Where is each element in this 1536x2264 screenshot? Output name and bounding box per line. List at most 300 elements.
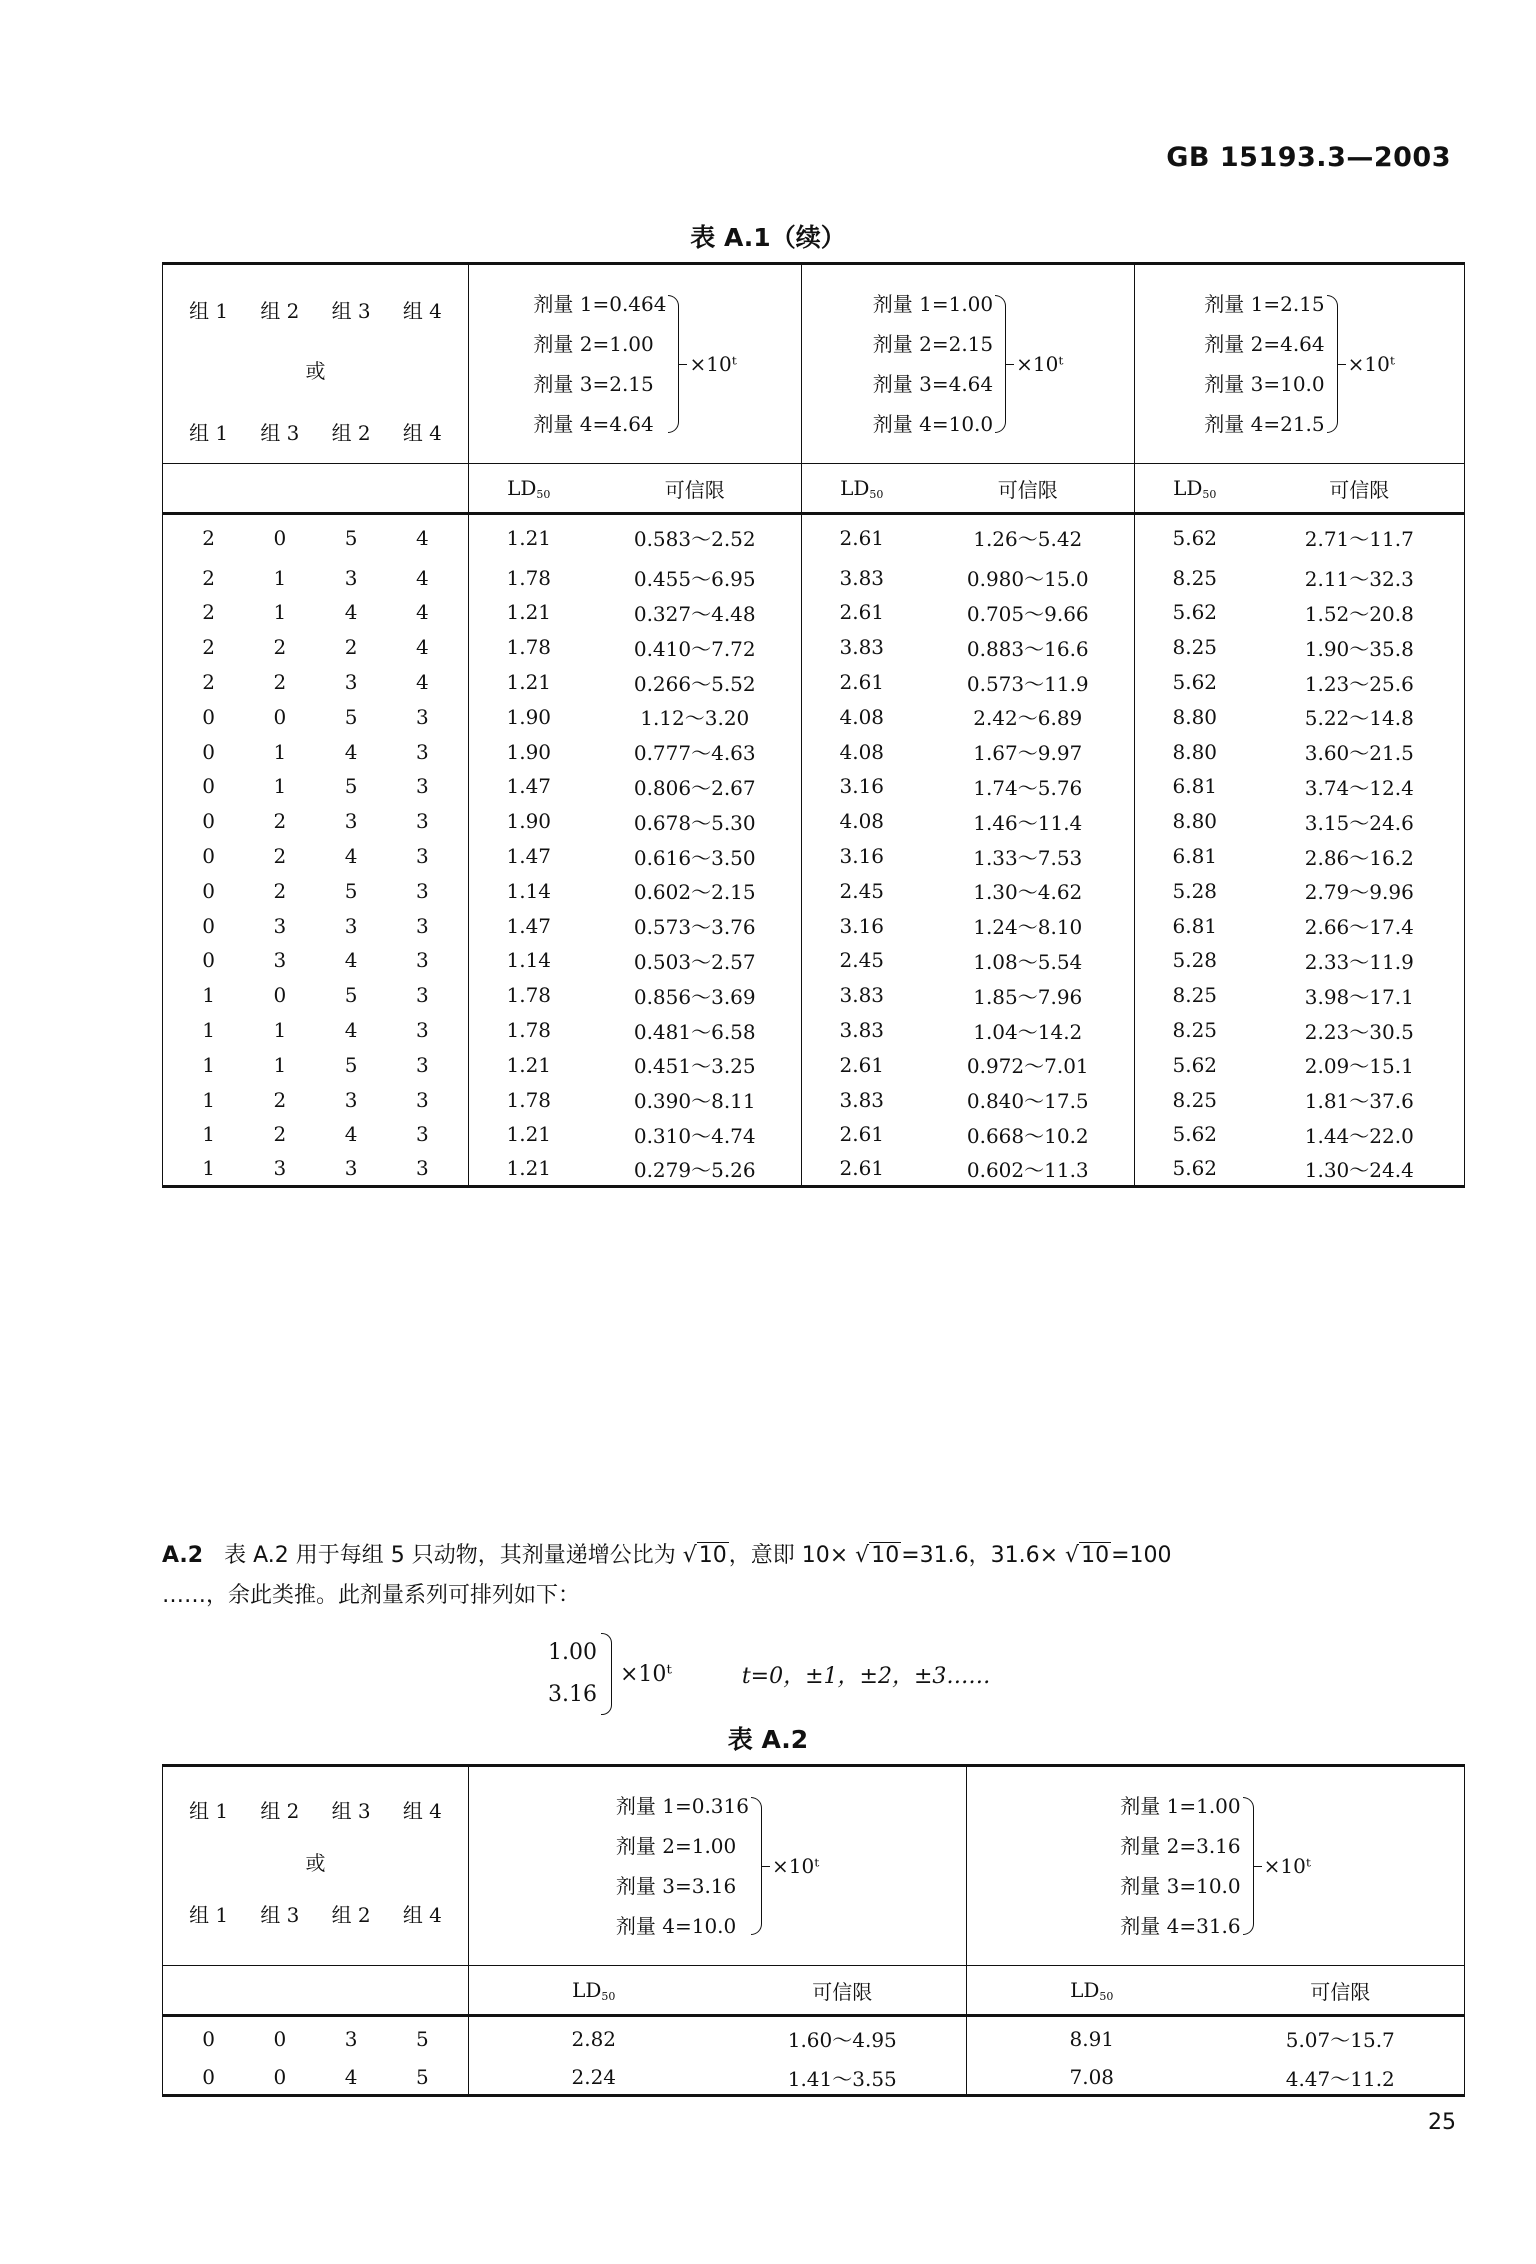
brace	[601, 1633, 612, 1715]
group-label: 组 2	[260, 1799, 300, 1823]
ld50-value: 2.82	[469, 2016, 719, 2061]
group-count: 3	[416, 809, 429, 834]
group-count: 1	[202, 1087, 215, 1112]
ld50-value: 8.25	[1135, 560, 1255, 595]
group-count: 0	[202, 704, 215, 729]
dose-label: 剂量 4=10.0	[872, 412, 994, 436]
group-count: 3	[344, 1156, 358, 1181]
group-counts-cell	[163, 769, 469, 804]
confidence-limit-value: 2.71～11.7	[1304, 527, 1414, 552]
group-count: 4	[416, 635, 429, 660]
dose-label: 剂量 1=1.00	[872, 292, 994, 316]
table-row	[163, 514, 1465, 561]
group-counts-cell	[163, 699, 469, 734]
confidence-limit-value: 0.668～10.2	[966, 1123, 1089, 1148]
table-row	[163, 1117, 1465, 1152]
group-header-cell	[163, 1766, 469, 1966]
group-count: 3	[344, 565, 358, 590]
brace	[751, 1797, 762, 1935]
ld50-value: 5.62	[1135, 665, 1255, 700]
group-count: 5	[344, 878, 358, 903]
group-count: 3	[273, 948, 287, 973]
group-counts-cell	[163, 1082, 469, 1117]
ld50-value: 1.78	[469, 978, 589, 1013]
dose-series	[548, 1632, 990, 1716]
section-label: A.2	[162, 1543, 204, 1568]
ld50-value: 5.62	[1135, 1152, 1255, 1187]
group-count: 0	[202, 2065, 215, 2090]
ld50-value: 7.08	[967, 2061, 1217, 2096]
group-count: 3	[416, 1018, 429, 1043]
confidence-limit-value: 0.980～15.0	[966, 567, 1089, 592]
ld50-value: 2.24	[469, 2061, 719, 2096]
table-row	[163, 2061, 1465, 2096]
ld50-value: 1.21	[469, 1047, 589, 1082]
ld50-value: 2.61	[802, 665, 922, 700]
group-counts-cell	[163, 630, 469, 665]
table-row	[163, 560, 1465, 595]
ld50-value: 1.47	[469, 839, 589, 874]
ld50-value: 5.62	[1135, 1117, 1255, 1152]
confidence-limit-value: 1.67～9.97	[973, 741, 1083, 766]
dose-label: 剂量 2=1.00	[533, 332, 654, 356]
ld50-value: 1.78	[469, 630, 589, 665]
group-count: 2	[202, 600, 215, 625]
group-count: 3	[416, 1087, 429, 1112]
group-count: 1	[273, 1018, 287, 1043]
confidence-limit-value: 0.279～5.26	[633, 1157, 756, 1182]
ld50-value: 1.78	[469, 1082, 589, 1117]
confidence-limit-value: 0.616～3.50	[633, 845, 756, 870]
group-count: 4	[416, 565, 429, 590]
group-counts-cell	[163, 943, 469, 978]
group-count: 3	[344, 2026, 358, 2051]
confidence-limit-value: 2.86～16.2	[1304, 845, 1414, 870]
group-count: 5	[344, 774, 358, 799]
table-a2-title: 表 A.2	[727, 1725, 809, 1754]
table-a1-body	[163, 514, 1465, 1187]
confidence-limit-value: 0.856～3.69	[633, 984, 756, 1009]
group-count: 5	[416, 2065, 429, 2090]
confidence-limit-value: 1.08～5.54	[973, 949, 1083, 974]
group-counts-cell	[163, 665, 469, 700]
dose-set-header	[802, 264, 1135, 464]
confidence-limit-value: 1.74～5.76	[973, 775, 1083, 800]
group-label: 组 4	[402, 421, 442, 445]
ld50-value: 3.83	[802, 978, 922, 1013]
confidence-limit-value: 0.972～7.01	[966, 1054, 1089, 1079]
confidence-limit-value: 1.30～4.62	[973, 880, 1083, 905]
group-count: 0	[273, 2065, 287, 2090]
group-count: 0	[202, 913, 215, 938]
dose-label: 剂量 3=2.15	[533, 372, 654, 396]
group-counts-cell	[163, 2061, 469, 2096]
dose-label: 剂量 2=1.00	[615, 1834, 737, 1858]
table-row	[163, 1152, 1465, 1187]
ld50-header: $LD_{50}$	[469, 1966, 719, 2016]
t-range: t=0，±1，±2，±3……	[741, 1663, 991, 1689]
group-count: 0	[202, 2026, 215, 2051]
limit-header: 可信限	[1255, 464, 1465, 514]
confidence-limit-value: 2.66～17.4	[1304, 915, 1414, 940]
confidence-limit-value: 1.81～37.6	[1304, 1089, 1414, 1114]
confidence-limit-value: 0.777～4.63	[633, 741, 756, 766]
confidence-limit-value: 0.310～4.74	[633, 1123, 756, 1148]
brace	[1327, 295, 1338, 433]
group-count: 1	[273, 1052, 287, 1077]
ld50-value: 1.90	[469, 734, 589, 769]
group-count: 4	[344, 739, 358, 764]
group-count: 5	[344, 1052, 358, 1077]
group-count: 1	[273, 565, 287, 590]
ld50-header: $LD_{50}$	[967, 1966, 1217, 2016]
group-counts-cell	[163, 1152, 469, 1187]
group-count: 2	[273, 1087, 287, 1112]
series-value: 1.00	[548, 1640, 597, 1665]
group-count: 0	[202, 739, 215, 764]
dose-set-header	[469, 264, 802, 464]
table-row	[163, 699, 1465, 734]
table-a2	[162, 1764, 1465, 2097]
confidence-limit-value: 0.806～2.67	[633, 775, 756, 800]
group-count: 4	[344, 600, 358, 625]
table-row	[163, 595, 1465, 630]
confidence-limit-value: 1.24～8.10	[973, 915, 1083, 940]
ld50-value: 5.28	[1135, 943, 1255, 978]
group-count: 3	[416, 1156, 429, 1181]
confidence-limit-value: 0.678～5.30	[633, 810, 756, 835]
group-count: 2	[273, 1122, 287, 1147]
dose-label: 剂量 1=0.316	[615, 1794, 749, 1818]
confidence-limit-value: 0.455～6.95	[633, 567, 756, 592]
group-header-cell	[163, 264, 469, 464]
group-count: 2	[202, 565, 215, 590]
group-counts-cell	[163, 1013, 469, 1048]
group-count: 1	[202, 1018, 215, 1043]
group-count: 2	[273, 809, 287, 834]
group-count: 2	[273, 844, 287, 869]
group-count: 0	[202, 844, 215, 869]
group-label: 组 1	[189, 299, 229, 323]
confidence-limit-value: 5.22～14.8	[1304, 706, 1414, 731]
confidence-limit-value: 0.602～2.15	[633, 880, 756, 905]
ld50-value: 2.45	[802, 873, 922, 908]
limit-header: 可信限	[1217, 1966, 1465, 2016]
brace	[668, 295, 679, 433]
table-row	[163, 873, 1465, 908]
dose-set-header	[967, 1766, 1465, 1966]
blank-header	[163, 464, 469, 514]
ld50-value: 1.21	[469, 514, 589, 561]
dose-label: 剂量 4=10.0	[615, 1914, 737, 1938]
dose-label: 剂量 1=0.464	[533, 292, 667, 316]
confidence-limit-value: 0.705～9.66	[966, 601, 1089, 626]
confidence-limit-value: 0.883～16.6	[966, 636, 1089, 661]
group-label: 组 1	[189, 1799, 229, 1823]
group-label: 组 1	[189, 1903, 229, 1927]
group-count: 1	[202, 1156, 215, 1181]
group-counts-cell	[163, 595, 469, 630]
group-count: 2	[273, 635, 287, 660]
group-counts-cell	[163, 734, 469, 769]
ld50-value: 6.81	[1135, 839, 1255, 874]
ld50-value: 3.16	[802, 839, 922, 874]
confidence-limit-value: 2.09～15.1	[1304, 1054, 1414, 1079]
group-counts-cell	[163, 2016, 469, 2061]
ld50-value: 2.61	[802, 595, 922, 630]
group-count: 3	[416, 739, 429, 764]
group-label: 组 4	[402, 299, 442, 323]
ld50-value: 1.14	[469, 873, 589, 908]
group-counts-cell	[163, 908, 469, 943]
ld50-value: 3.83	[802, 560, 922, 595]
multiplier: ×10ᵗ	[619, 1661, 672, 1687]
confidence-limit-value: 0.602～11.3	[966, 1157, 1089, 1182]
confidence-limit-value: 2.33～11.9	[1304, 949, 1414, 974]
group-count: 1	[202, 1122, 215, 1147]
group-counts-cell	[163, 804, 469, 839]
group-count: 4	[344, 948, 358, 973]
ld50-header: $LD_{50}$	[1135, 464, 1255, 514]
group-count: 3	[416, 704, 429, 729]
table-row	[163, 1047, 1465, 1082]
ld50-value: 8.80	[1135, 699, 1255, 734]
group-count: 2	[202, 525, 215, 550]
ld50-value: 5.62	[1135, 514, 1255, 561]
dose-label: 剂量 2=3.16	[1120, 1834, 1241, 1858]
group-count: 3	[416, 774, 429, 799]
group-count: 1	[273, 739, 287, 764]
group-count: 0	[202, 948, 215, 973]
multiplier: ×10ᵗ	[1016, 352, 1064, 376]
group-count: 5	[344, 983, 358, 1008]
ld50-value: 4.08	[802, 734, 922, 769]
confidence-limit-value: 3.98～17.1	[1304, 984, 1414, 1009]
group-counts-cell	[163, 514, 469, 561]
group-counts-cell	[163, 978, 469, 1013]
group-count: 3	[273, 1156, 287, 1181]
group-count: 2	[344, 635, 358, 660]
dose-label: 剂量 3=3.16	[615, 1874, 737, 1898]
table-row	[163, 769, 1465, 804]
or-label: 或	[305, 1851, 326, 1875]
ld50-value: 8.91	[967, 2016, 1217, 2061]
confidence-limit-value: 1.30～24.4	[1304, 1157, 1414, 1182]
confidence-limit-value: 0.503～2.57	[633, 949, 756, 974]
table-row	[163, 943, 1465, 978]
confidence-limit-value: 1.41～3.55	[787, 2066, 897, 2091]
table-row	[163, 804, 1465, 839]
ld50-value: 2.61	[802, 514, 922, 561]
multiplier: ×10ᵗ	[771, 1854, 820, 1878]
ld50-value: 4.08	[802, 804, 922, 839]
group-count: 1	[273, 774, 287, 799]
confidence-limit-value: 4.47～11.2	[1285, 2066, 1395, 2091]
table-row	[163, 1013, 1465, 1048]
confidence-limit-value: 0.266～5.52	[633, 671, 756, 696]
group-count: 2	[202, 635, 215, 660]
group-label: 组 2	[331, 1903, 371, 1927]
ld50-value: 6.81	[1135, 769, 1255, 804]
group-label: 组 2	[331, 421, 371, 445]
confidence-limit-value: 1.46～11.4	[973, 810, 1083, 835]
ld50-header: $LD_{50}$	[469, 464, 589, 514]
dose-set-header	[469, 1766, 967, 1966]
confidence-limit-value: 1.04～14.2	[973, 1019, 1083, 1044]
group-label: 组 3	[331, 299, 371, 323]
group-count: 0	[202, 878, 215, 903]
group-count: 3	[416, 948, 429, 973]
table-row	[163, 839, 1465, 874]
multiplier: ×10ᵗ	[1263, 1854, 1311, 1878]
ld50-value: 3.16	[802, 769, 922, 804]
group-count: 4	[344, 1018, 358, 1043]
section-a2-paragraph: A.2 表 A.2 用于每组 5 只动物，其剂量递增公比为 √10，意即 10× √10=31.6，31.6× √10=100 ……，余此类推。此剂量系列可排列如下：	[162, 1543, 1172, 1608]
ld50-value: 3.83	[802, 630, 922, 665]
group-count: 2	[273, 670, 287, 695]
ld50-value: 2.45	[802, 943, 922, 978]
group-count: 0	[202, 774, 215, 799]
confidence-limit-value: 5.07～15.7	[1285, 2028, 1395, 2053]
table-row	[163, 734, 1465, 769]
confidence-limit-value: 2.79～9.96	[1304, 880, 1414, 905]
group-count: 3	[416, 1122, 429, 1147]
ld50-value: 1.90	[469, 699, 589, 734]
ld50-value: 1.14	[469, 943, 589, 978]
group-label: 组 3	[260, 421, 300, 445]
table-row	[163, 1082, 1465, 1117]
confidence-limit-value: 0.451～3.25	[633, 1054, 756, 1079]
standard-code: GB 15193.3—2003	[1166, 142, 1451, 173]
group-label: 组 4	[402, 1799, 442, 1823]
group-count: 4	[344, 2065, 358, 2090]
group-counts-cell	[163, 560, 469, 595]
group-count: 2	[273, 878, 287, 903]
confidence-limit-value: 2.11～32.3	[1304, 567, 1414, 592]
group-count: 3	[344, 1087, 358, 1112]
group-count: 0	[273, 2026, 287, 2051]
ld50-value: 8.25	[1135, 630, 1255, 665]
group-count: 4	[416, 600, 429, 625]
group-count: 3	[344, 809, 358, 834]
group-counts-cell	[163, 1117, 469, 1152]
group-count: 3	[416, 1052, 429, 1077]
group-count: 1	[202, 1052, 215, 1077]
ld50-value: 8.25	[1135, 1013, 1255, 1048]
series-value: 3.16	[548, 1682, 597, 1707]
group-counts-cell	[163, 839, 469, 874]
page-number: 25	[1428, 2110, 1456, 2135]
ld50-value: 6.81	[1135, 908, 1255, 943]
table-row	[163, 978, 1465, 1013]
group-count: 3	[416, 983, 429, 1008]
ld50-value: 5.28	[1135, 873, 1255, 908]
brace	[995, 295, 1006, 433]
group-label: 组 3	[331, 1799, 371, 1823]
dose-label: 剂量 4=21.5	[1204, 412, 1325, 436]
or-label: 或	[305, 359, 326, 383]
confidence-limit-value: 1.33～7.53	[973, 845, 1083, 870]
ld50-value: 1.21	[469, 595, 589, 630]
ld50-value: 1.78	[469, 1013, 589, 1048]
group-count: 5	[416, 2026, 429, 2051]
ld50-value: 1.47	[469, 908, 589, 943]
confidence-limit-value: 3.15～24.6	[1304, 810, 1414, 835]
confidence-limit-value: 1.60～4.95	[787, 2028, 897, 2053]
ld50-value: 3.16	[802, 908, 922, 943]
confidence-limit-value: 0.481～6.58	[633, 1019, 756, 1044]
confidence-limit-value: 2.42～6.89	[973, 706, 1083, 731]
confidence-limit-value: 1.44～22.0	[1304, 1123, 1414, 1148]
dose-label: 剂量 1=1.00	[1120, 1794, 1241, 1818]
group-count: 1	[202, 983, 215, 1008]
ld50-value: 5.62	[1135, 1047, 1255, 1082]
dose-label: 剂量 4=4.64	[533, 412, 654, 436]
table-a1-title: 表 A.1（续）	[690, 223, 846, 252]
group-count: 5	[344, 704, 358, 729]
group-count: 3	[416, 844, 429, 869]
ld50-value: 2.61	[802, 1117, 922, 1152]
group-count: 3	[344, 670, 358, 695]
ld50-value: 3.83	[802, 1082, 922, 1117]
confidence-limit-value: 2.23～30.5	[1304, 1019, 1414, 1044]
group-count: 0	[202, 809, 215, 834]
group-label: 组 2	[260, 299, 300, 323]
dose-label: 剂量 2=4.64	[1204, 332, 1325, 356]
group-count: 0	[273, 704, 287, 729]
dose-label: 剂量 3=10.0	[1120, 1874, 1241, 1898]
table-a1	[162, 262, 1465, 1188]
ld50-value: 8.25	[1135, 978, 1255, 1013]
limit-header: 可信限	[922, 464, 1135, 514]
ld50-header: $LD_{50}$	[802, 464, 922, 514]
group-counts-cell	[163, 1047, 469, 1082]
confidence-limit-value: 0.573～11.9	[966, 671, 1089, 696]
dose-label: 剂量 4=31.6	[1120, 1914, 1241, 1938]
ld50-value: 8.80	[1135, 734, 1255, 769]
ld50-value: 1.21	[469, 665, 589, 700]
confidence-limit-value: 0.840～17.5	[966, 1089, 1089, 1114]
group-count: 3	[273, 913, 287, 938]
group-count: 0	[273, 983, 287, 1008]
table-row	[163, 2016, 1465, 2061]
multiplier: ×10ᵗ	[1347, 352, 1395, 376]
group-count: 3	[344, 913, 358, 938]
group-count: 5	[344, 525, 358, 550]
confidence-limit-value: 3.60～21.5	[1304, 741, 1414, 766]
group-label: 组 4	[402, 1903, 442, 1927]
ld50-value: 1.47	[469, 769, 589, 804]
ld50-value: 3.83	[802, 1013, 922, 1048]
ld50-value: 2.61	[802, 1152, 922, 1187]
ld50-value: 4.08	[802, 699, 922, 734]
group-count: 0	[273, 525, 287, 550]
confidence-limit-value: 0.410～7.72	[633, 636, 756, 661]
table-row	[163, 665, 1465, 700]
table-a2-body	[163, 2016, 1465, 2096]
group-count: 3	[416, 878, 429, 903]
group-label: 组 3	[260, 1903, 300, 1927]
dose-label: 剂量 3=4.64	[872, 372, 994, 396]
group-count: 3	[416, 913, 429, 938]
table-row	[163, 908, 1465, 943]
limit-header: 可信限	[589, 464, 802, 514]
confidence-limit-value: 1.85～7.96	[973, 984, 1083, 1009]
confidence-limit-value: 1.23～25.6	[1304, 671, 1414, 696]
group-count: 4	[416, 525, 429, 550]
ld50-value: 1.78	[469, 560, 589, 595]
group-counts-cell	[163, 873, 469, 908]
